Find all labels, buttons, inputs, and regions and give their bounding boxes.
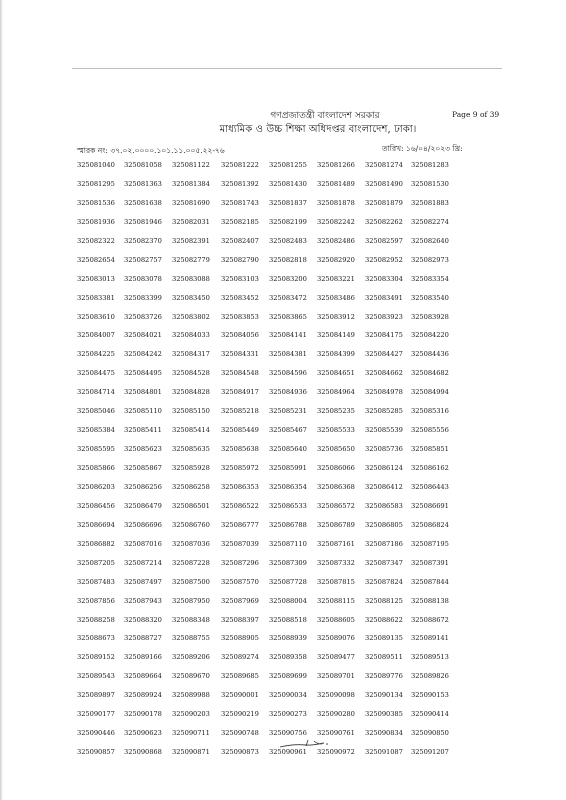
code-cell: 325084141: [269, 331, 307, 340]
code-cell: 325083928: [411, 312, 449, 321]
code-cell: 325090756: [269, 729, 307, 738]
code-cell: 325083103: [221, 274, 259, 283]
code-cell: 325087309: [269, 558, 307, 567]
code-cell: 325081255: [269, 161, 307, 169]
code-cell: 325081283: [411, 161, 449, 169]
code-cell: 325089543: [77, 672, 115, 681]
code-cell: 325089701: [317, 672, 355, 681]
code-cell: 325084828: [172, 388, 210, 397]
code-cell: 325087856: [77, 596, 115, 605]
code-cell: 325086882: [77, 539, 115, 548]
code-cell: 325088138: [411, 596, 449, 605]
code-cell: 325086691: [411, 501, 449, 510]
code-cell: 325082920: [317, 255, 355, 264]
code-cell: 325087110: [269, 539, 307, 548]
code-cell: 325084317: [172, 350, 210, 359]
code-cell: 325086572: [317, 501, 355, 510]
code-cell: 325085539: [365, 426, 403, 435]
page-number: Page 9 of 39: [452, 110, 500, 119]
code-cell: 325086354: [269, 482, 307, 491]
code-cell: 325090414: [411, 710, 449, 719]
code-cell: 325087228: [172, 558, 210, 567]
code-cell: 325084175: [365, 331, 403, 340]
code-cell: 325085866: [77, 464, 115, 472]
code-cell: 325087186: [365, 539, 403, 548]
code-cell: 325081489: [317, 179, 355, 188]
code-cell: 325081878: [317, 198, 355, 207]
code-cell: 325090273: [269, 710, 307, 719]
code-cell: 325088258: [77, 615, 115, 624]
code-cell: 325082274: [411, 217, 449, 226]
code-cell: 325085384: [77, 426, 115, 435]
code-cell: 325083200: [269, 274, 307, 283]
code-cell: 325081040: [77, 161, 115, 169]
code-cell: 325082242: [317, 217, 355, 226]
code-cell: 325085635: [172, 445, 210, 454]
code-cell: 325086258: [172, 482, 210, 491]
code-cell: 325083923: [365, 312, 403, 321]
code-cell: 325091087: [365, 748, 403, 757]
code-cell: 325084475: [77, 369, 115, 378]
code-cell: 325084149: [317, 331, 355, 340]
code-cell: 325089477: [317, 653, 355, 662]
code-cell: 325091207: [411, 748, 449, 757]
issue-date: তারিখ: ১৬/০৪/২০২৩ খ্রি:: [382, 144, 463, 153]
code-cell: 325087347: [365, 558, 403, 567]
code-cell: 325083088: [172, 274, 210, 283]
government-title: গণপ্রজাতন্ত্রী বাংলাদেশ সরকার: [270, 111, 380, 121]
code-cell: 325083472: [269, 293, 307, 302]
code-cell: 325081430: [269, 179, 307, 188]
code-cell: 325090134: [365, 691, 403, 700]
code-cell: 325087728: [269, 577, 307, 586]
code-cell: 325087161: [317, 539, 355, 548]
code-cell: 325084495: [124, 369, 162, 378]
code-cell: 325084381: [269, 350, 307, 359]
signature-mark: [278, 736, 338, 752]
code-cell: 325084682: [411, 369, 449, 378]
code-cell: 325084964: [317, 388, 355, 397]
code-cell: 325089897: [77, 691, 115, 700]
code-cell: 325084651: [317, 369, 355, 378]
code-cell: 325088397: [221, 615, 259, 624]
code-cell: 325083486: [317, 293, 355, 302]
top-divider: [72, 68, 502, 69]
code-cell: 325086522: [221, 501, 259, 510]
code-cell: 325090961: [269, 748, 307, 757]
code-cell: 325086203: [77, 482, 115, 491]
code-cell: 325090203: [172, 710, 210, 719]
code-cell: 325087824: [365, 577, 403, 586]
code-cell: 325081363: [124, 179, 162, 188]
code-cell: 325088125: [365, 596, 403, 605]
code-cell: 325081743: [221, 198, 259, 207]
code-cell: 325086162: [411, 464, 449, 472]
code-cell: 325085595: [77, 445, 115, 454]
code-cell: 325088348: [172, 615, 210, 624]
code-cell: 325086412: [365, 482, 403, 491]
code-cell: 325087016: [124, 539, 162, 548]
code-cell: 325085972: [221, 464, 259, 472]
code-cell: 325084225: [77, 350, 115, 359]
code-cell: 325081266: [317, 161, 355, 169]
code-cell: 325089513: [411, 653, 449, 662]
code-cell: 325088004: [269, 596, 307, 605]
code-table: [77, 161, 455, 767]
code-cell: 325084021: [124, 331, 162, 340]
code-cell: 325084242: [124, 350, 162, 359]
code-cell: 325083540: [411, 293, 449, 302]
code-cell: 325087195: [411, 539, 449, 548]
code-cell: 325089988: [172, 691, 210, 700]
code-cell: 325082185: [221, 217, 259, 226]
code-cell: 325090972: [317, 748, 355, 757]
code-cell: 325085285: [365, 407, 403, 416]
code-cell: 325086694: [77, 520, 115, 529]
code-cell: 325081295: [77, 179, 115, 188]
code-cell: 325089135: [365, 634, 403, 643]
code-cell: 325082779: [172, 255, 210, 264]
code-cell: 325089670: [172, 672, 210, 681]
code-cell: 325088622: [365, 615, 403, 624]
code-cell: 325083304: [365, 274, 403, 283]
code-cell: 325085650: [317, 445, 355, 454]
code-cell: 325088672: [411, 615, 449, 624]
code-cell: 325090001: [221, 691, 259, 700]
code-cell: 325082262: [365, 217, 403, 226]
code-cell: 325085110: [124, 407, 162, 416]
code-cell: 325084007: [77, 331, 115, 340]
code-cell: 325082640: [411, 236, 449, 245]
code-cell: 325085411: [124, 426, 162, 435]
code-cell: 325087815: [317, 577, 355, 586]
code-cell: 325090623: [124, 729, 162, 738]
memo-number: স্মারক নং: ৩৭.০২.০০০০.১০১.১১.০০৫.২২-৭৬: [77, 146, 225, 155]
code-cell: 325084528: [172, 369, 210, 378]
code-cell: 325085449: [221, 426, 259, 435]
code-cell: 325084596: [269, 369, 307, 378]
code-cell: 325081883: [411, 198, 449, 207]
code-cell: 325083491: [365, 293, 403, 302]
code-cell: 325085316: [411, 407, 449, 416]
code-cell: 325083865: [269, 312, 307, 321]
code-cell: 325089826: [411, 672, 449, 681]
code-cell: 325090871: [172, 748, 210, 757]
code-cell: 325086368: [317, 482, 355, 491]
code-cell: 325090219: [221, 710, 259, 719]
code-cell: 325084662: [365, 369, 403, 378]
code-cell: 325083354: [411, 274, 449, 283]
code-cell: 325085851: [411, 445, 449, 454]
code-cell: 325089924: [124, 691, 162, 700]
code-cell: 325090761: [317, 729, 355, 738]
code-cell: 325089699: [269, 672, 307, 681]
code-cell: 325088939: [269, 634, 307, 643]
code-cell: 325087214: [124, 558, 162, 567]
code-cell: 325082031: [172, 217, 210, 226]
code-cell: 325090446: [77, 729, 115, 738]
code-cell: 325089776: [365, 672, 403, 681]
code-cell: 325087969: [221, 596, 259, 605]
code-cell: 325085928: [172, 464, 210, 472]
code-cell: 325087039: [221, 539, 259, 548]
code-cell: 325081946: [124, 217, 162, 226]
code-cell: 325085046: [77, 407, 115, 416]
code-cell: 325081058: [124, 161, 162, 169]
code-cell: 325082322: [77, 236, 115, 245]
code-cell: 325081936: [77, 217, 115, 226]
code-cell: 325087296: [221, 558, 259, 567]
code-cell: 325090098: [317, 691, 355, 700]
code-cell: 325086443: [411, 482, 449, 491]
code-cell: 325083853: [221, 312, 259, 321]
code-cell: 325085467: [269, 426, 307, 435]
code-cell: 325083013: [77, 274, 115, 283]
code-cell: 325089358: [269, 653, 307, 662]
code-cell: 325085414: [172, 426, 210, 435]
code-cell: 325083912: [317, 312, 355, 321]
code-cell: 325086583: [365, 501, 403, 510]
code-cell: 325081384: [172, 179, 210, 188]
code-cell: 325082391: [172, 236, 210, 245]
code-cell: 325088605: [317, 615, 355, 624]
code-cell: 325082973: [411, 255, 449, 264]
directorate-title: মাধ্যমিক ও উচ্চ শিক্ষা অধিদপ্তর বাংলাদেশ, ঢাকা।: [219, 124, 417, 135]
code-cell: 325084978: [365, 388, 403, 397]
code-cell: 325082818: [269, 255, 307, 264]
code-cell: 325085736: [365, 445, 403, 454]
code-cell: 325086696: [124, 520, 162, 529]
code-cell: 325081274: [365, 161, 403, 169]
code-cell: 325084917: [221, 388, 259, 397]
code-cell: 325082654: [77, 255, 115, 264]
code-cell: 325090280: [317, 710, 355, 719]
code-cell: 325083221: [317, 274, 355, 283]
code-cell: 325087205: [77, 558, 115, 567]
code-cell: 325087844: [411, 577, 449, 586]
code-cell: 325088320: [124, 615, 162, 624]
code-cell: 325084220: [411, 331, 449, 340]
code-cell: 325090153: [411, 691, 449, 700]
code-cell: 325085231: [269, 407, 307, 416]
code-cell: 325088755: [172, 634, 210, 643]
code-cell: 325083078: [124, 274, 162, 283]
code-cell: 325090385: [365, 710, 403, 719]
code-cell: 325081638: [124, 198, 162, 207]
code-cell: 325081122: [172, 161, 210, 169]
code-cell: 325085533: [317, 426, 355, 435]
code-cell: 325087950: [172, 596, 210, 605]
code-cell: 325086760: [172, 520, 210, 529]
code-cell: 325086256: [124, 482, 162, 491]
code-cell: 325084994: [411, 388, 449, 397]
code-cell: 325083452: [221, 293, 259, 302]
code-cell: 325087570: [221, 577, 259, 586]
code-cell: 325086353: [221, 482, 259, 491]
code-cell: 325081222: [221, 161, 259, 169]
code-cell: 325088727: [124, 634, 162, 643]
code-cell: 325085235: [317, 407, 355, 416]
code-cell: 325086805: [365, 520, 403, 529]
code-cell: 325090857: [77, 748, 115, 757]
code-cell: 325089664: [124, 672, 162, 681]
code-cell: 325086824: [411, 520, 449, 529]
code-cell: 325082952: [365, 255, 403, 264]
code-cell: 325086066: [317, 464, 355, 472]
code-cell: 325084331: [221, 350, 259, 359]
code-cell: 325089511: [365, 653, 403, 662]
code-cell: 325084548: [221, 369, 259, 378]
code-cell: 325088115: [317, 596, 355, 605]
code-cell: 325084427: [365, 350, 403, 359]
code-cell: 325086501: [172, 501, 210, 510]
code-cell: 325086533: [269, 501, 307, 510]
code-cell: 325089685: [221, 672, 259, 681]
code-cell: 325084936: [269, 388, 307, 397]
code-cell: 325090711: [172, 729, 210, 738]
code-cell: 325090178: [124, 710, 162, 719]
code-cell: 325085638: [221, 445, 259, 454]
code-cell: 325082790: [221, 255, 259, 264]
code-cell: 325089274: [221, 653, 259, 662]
code-cell: 325082483: [269, 236, 307, 245]
code-cell: 325085218: [221, 407, 259, 416]
code-cell: 325088905: [221, 634, 259, 643]
code-cell: 325090850: [411, 729, 449, 738]
code-cell: 325086124: [365, 464, 403, 472]
code-cell: 325083802: [172, 312, 210, 321]
code-cell: 325082199: [269, 217, 307, 226]
code-cell: 325083726: [124, 312, 162, 321]
code-cell: 325090177: [77, 710, 115, 719]
code-cell: 325085150: [172, 407, 210, 416]
code-cell: 325089076: [317, 634, 355, 643]
code-cell: 325090868: [124, 748, 162, 757]
code-cell: 325090748: [221, 729, 259, 738]
code-cell: 325081879: [365, 198, 403, 207]
code-cell: 325088518: [269, 615, 307, 624]
code-cell: 325086456: [77, 501, 115, 510]
code-cell: 325084399: [317, 350, 355, 359]
code-cell: 325086788: [269, 520, 307, 529]
code-cell: 325081530: [411, 179, 449, 188]
code-cell: 325087483: [77, 577, 115, 586]
code-cell: 325082757: [124, 255, 162, 264]
code-cell: 325086777: [221, 520, 259, 529]
code-cell: 325087391: [411, 558, 449, 567]
code-cell: 325085623: [124, 445, 162, 454]
code-cell: 325085991: [269, 464, 307, 472]
code-cell: 325086789: [317, 520, 355, 529]
code-cell: 325085556: [411, 426, 449, 435]
code-cell: 325084714: [77, 388, 115, 397]
code-cell: 325081690: [172, 198, 210, 207]
code-cell: 325087943: [124, 596, 162, 605]
code-cell: 325087332: [317, 558, 355, 567]
code-cell: 325084056: [221, 331, 259, 340]
code-cell: 325090873: [221, 748, 259, 757]
code-cell: 325083450: [172, 293, 210, 302]
code-cell: 325081536: [77, 198, 115, 207]
code-cell: 325082597: [365, 236, 403, 245]
code-cell: 325088673: [77, 634, 115, 643]
code-cell: 325090834: [365, 729, 403, 738]
code-cell: 325087497: [124, 577, 162, 586]
code-cell: 325090034: [269, 691, 307, 700]
code-cell: 325085640: [269, 445, 307, 454]
code-cell: 325083381: [77, 293, 115, 302]
code-cell: 325085867: [124, 464, 162, 472]
code-cell: 325081392: [221, 179, 259, 188]
code-cell: 325084436: [411, 350, 449, 359]
code-cell: 325083610: [77, 312, 115, 321]
code-cell: 325087500: [172, 577, 210, 586]
code-cell: 325081490: [365, 179, 403, 188]
code-cell: 325082407: [221, 236, 259, 245]
code-cell: 325082370: [124, 236, 162, 245]
code-cell: 325081837: [269, 198, 307, 207]
code-cell: 325089141: [411, 634, 449, 643]
code-cell: 325089152: [77, 653, 115, 662]
code-cell: 325089166: [124, 653, 162, 662]
code-cell: 325087036: [172, 539, 210, 548]
code-cell: 325089206: [172, 653, 210, 662]
code-cell: 325084801: [124, 388, 162, 397]
page-edge-shadow: [0, 0, 3, 800]
code-cell: 325086479: [124, 501, 162, 510]
code-cell: 325083399: [124, 293, 162, 302]
code-cell: 325084033: [172, 331, 210, 340]
code-cell: 325082486: [317, 236, 355, 245]
